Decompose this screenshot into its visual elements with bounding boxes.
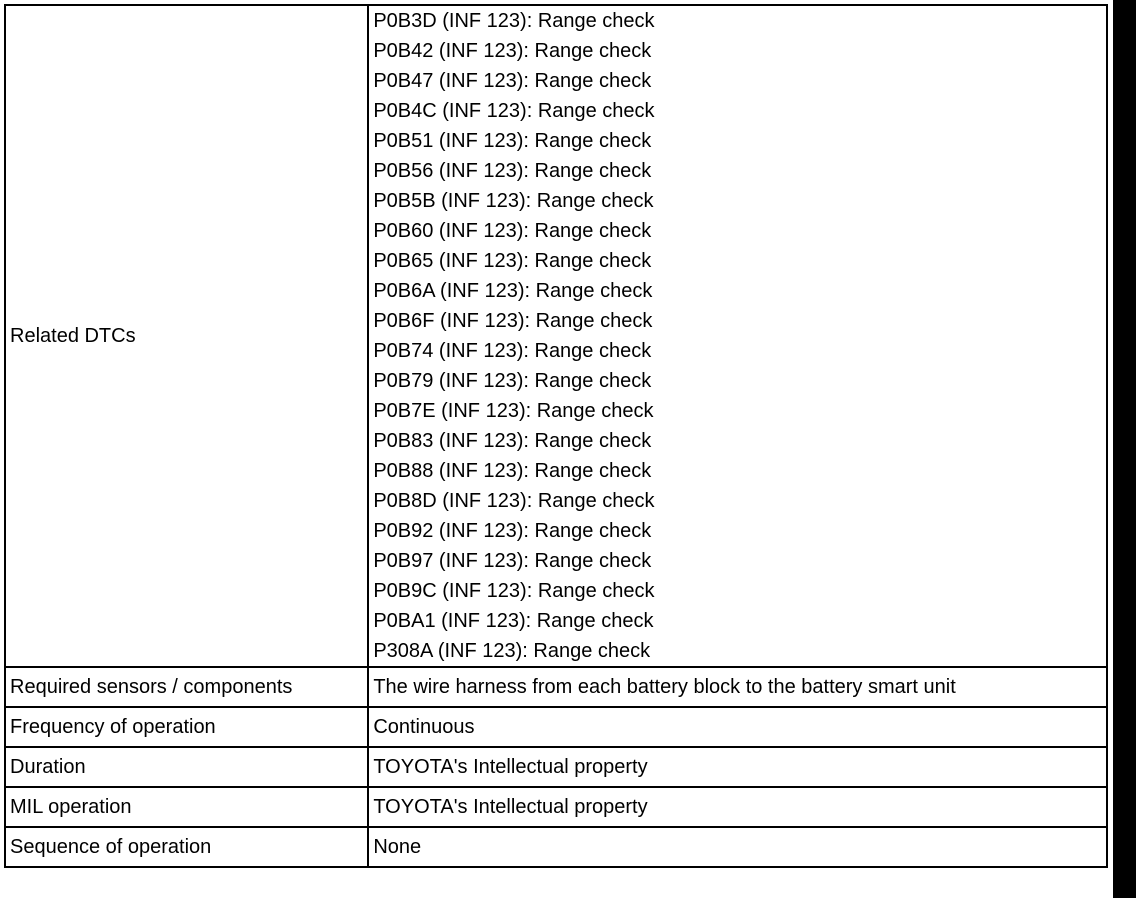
dtc-item: P0B60 (INF 123): Range check	[373, 220, 652, 242]
row-required-sensors	[5, 667, 1107, 707]
row-duration	[5, 747, 1107, 787]
dtc-item: P0B8D (INF 123): Range check	[373, 490, 655, 512]
dtc-item: P0B4C (INF 123): Range check	[373, 100, 655, 122]
spec-table-container	[4, 4, 1108, 884]
right-edge-bar	[1113, 0, 1136, 898]
required-sensors-value: The wire harness from each battery block to the battery smart unit	[368, 667, 1107, 707]
frequency-value: Continuous	[368, 707, 1107, 747]
dtc-item: P0B6F (INF 123): Range check	[373, 310, 653, 332]
dtc-item: P0B56 (INF 123): Range check	[373, 160, 652, 182]
dtc-item: P0B88 (INF 123): Range check	[373, 460, 652, 482]
dtc-item: P0B97 (INF 123): Range check	[373, 550, 652, 572]
mil-operation-label: MIL operation	[5, 787, 368, 827]
row-mil-operation	[5, 787, 1107, 827]
dtc-item: P0B5B (INF 123): Range check	[373, 190, 654, 212]
row-related-dtcs	[5, 5, 1107, 667]
row-sequence	[5, 827, 1107, 867]
dtc-item: P0B65 (INF 123): Range check	[373, 250, 652, 272]
dtc-item: P0B92 (INF 123): Range check	[373, 520, 652, 542]
sequence-value: None	[368, 827, 1107, 867]
dtc-item: P0B7E (INF 123): Range check	[373, 400, 654, 422]
frequency-label: Frequency of operation	[5, 707, 368, 747]
dtc-item: P0B42 (INF 123): Range check	[373, 40, 652, 62]
dtc-item: P0B74 (INF 123): Range check	[373, 340, 652, 362]
dtc-item: P0B6A (INF 123): Range check	[373, 280, 653, 302]
dtc-item: P0B47 (INF 123): Range check	[373, 70, 652, 92]
dtc-item: P0B51 (INF 123): Range check	[373, 130, 652, 152]
dtc-item: P308A (INF 123): Range check	[373, 640, 651, 662]
mil-operation-value: TOYOTA's Intellectual property	[368, 787, 1107, 827]
row-frequency	[5, 707, 1107, 747]
required-sensors-label: Required sensors / components	[5, 667, 368, 707]
duration-label: Duration	[5, 747, 368, 787]
sequence-label: Sequence of operation	[5, 827, 368, 867]
related-dtcs-label: Related DTCs	[5, 5, 368, 667]
dtc-item: P0B83 (INF 123): Range check	[373, 430, 652, 452]
related-dtcs-list	[368, 5, 1107, 667]
monitor-spec-table	[4, 4, 1108, 868]
dtc-item: P0BA1 (INF 123): Range check	[373, 610, 654, 632]
dtc-item: P0B3D (INF 123): Range check	[373, 10, 655, 32]
dtc-item: P0B9C (INF 123): Range check	[373, 580, 655, 602]
dtc-item: P0B79 (INF 123): Range check	[373, 370, 652, 392]
duration-value: TOYOTA's Intellectual property	[368, 747, 1107, 787]
